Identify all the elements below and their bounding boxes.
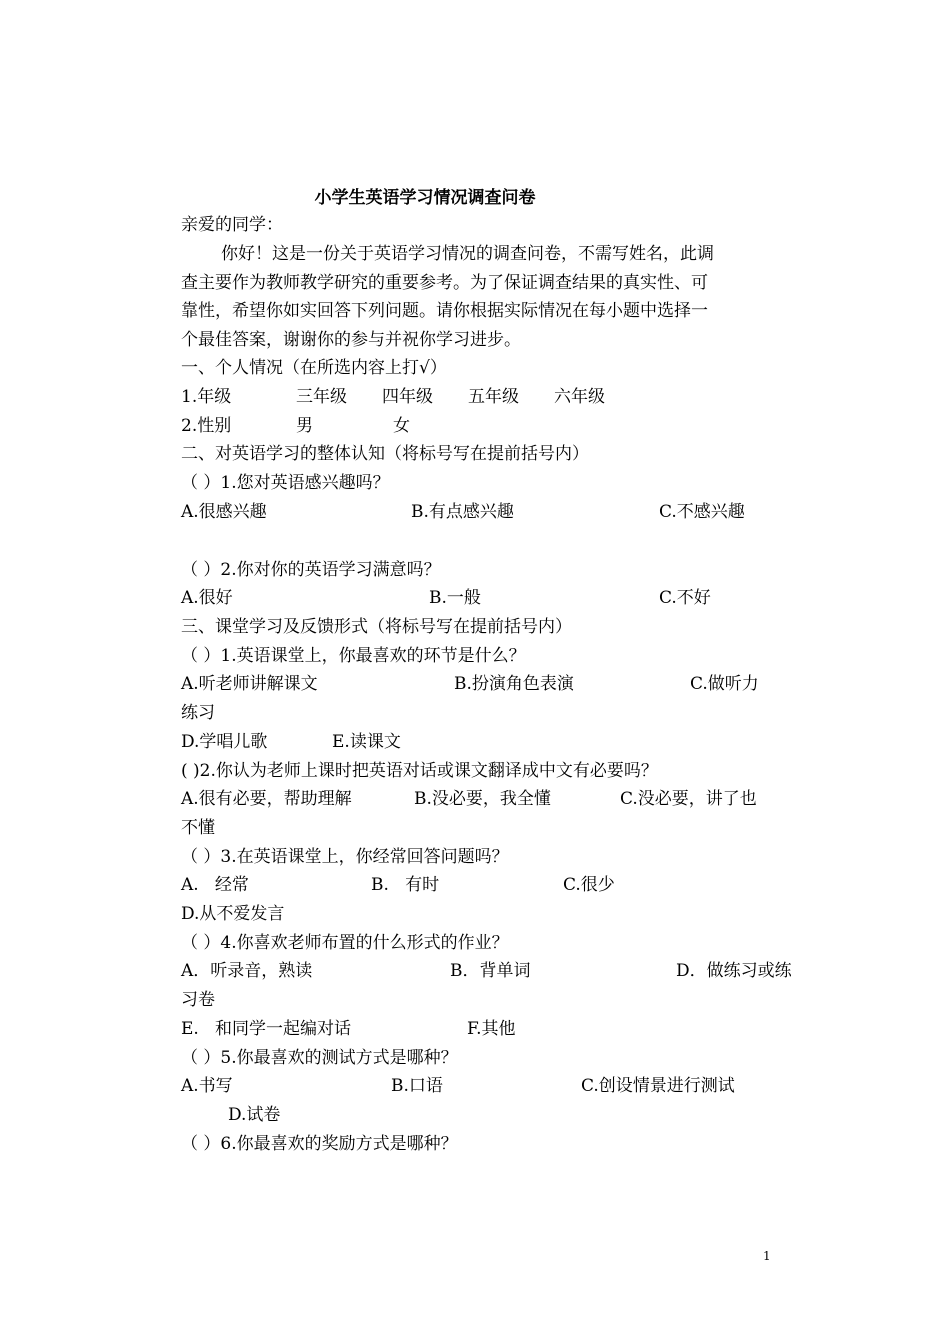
section2-heading: 二、对英语学习的整体认知（将标号写在提前括号内） bbox=[181, 444, 589, 464]
answer-option[interactable]: A. 经常 bbox=[181, 875, 249, 895]
grade-label: 1.年级 bbox=[181, 387, 232, 407]
intro-line-3: 靠性，希望你如实回答下列问题。请你根据实际情况在每小题中选择一 bbox=[181, 301, 708, 321]
page-number: 1 bbox=[763, 1249, 771, 1263]
answer-option[interactable]: C.不感兴趣 bbox=[659, 502, 745, 522]
answer-row bbox=[181, 959, 792, 983]
answer-option[interactable]: B.口语 bbox=[391, 1076, 443, 1096]
question-prompt: （ ）2.你对你的英语学习满意吗？ bbox=[181, 560, 441, 580]
answer-option[interactable]: A.很好 bbox=[181, 588, 233, 608]
answer-row bbox=[181, 672, 781, 696]
question-prompt: （ ）4.你喜欢老师布置的什么形式的作业？ bbox=[181, 933, 509, 953]
section3-heading: 三、课堂学习及反馈形式（将标号写在提前括号内） bbox=[181, 617, 572, 637]
answer-option[interactable]: E. 和同学一起编对话 bbox=[181, 1019, 352, 1039]
answer-option[interactable]: B.没必要，我全懂 bbox=[414, 789, 551, 809]
answer-wrap: 练习 bbox=[181, 703, 215, 723]
answer-row bbox=[181, 787, 781, 811]
greeting: 亲爱的同学： bbox=[181, 215, 283, 235]
grade-row bbox=[181, 385, 781, 409]
answer-row bbox=[181, 586, 781, 610]
answer-option[interactable]: A.很有必要，帮助理解 bbox=[181, 789, 352, 809]
gender-label: 2.性别 bbox=[181, 416, 232, 436]
answer-row bbox=[181, 730, 781, 754]
answer-wrap: 不懂 bbox=[181, 818, 215, 838]
intro-line-2: 查主要作为教师教学研究的重要参考。为了保证调查结果的真实性、可 bbox=[181, 273, 708, 293]
intro-line-4: 个最佳答案，谢谢你的参与并祝你学习进步。 bbox=[181, 330, 521, 350]
answer-row bbox=[181, 500, 781, 524]
answer-option[interactable]: A.听老师讲解课文 bbox=[181, 674, 318, 694]
answer-option[interactable]: B. 有时 bbox=[371, 875, 440, 895]
question-prompt: （ ）3.在英语课堂上，你经常回答问题吗？ bbox=[181, 847, 509, 867]
answer-option[interactable]: A．听录音，熟读 bbox=[181, 961, 313, 981]
gender-option[interactable]: 男 bbox=[296, 416, 313, 436]
gender-option[interactable]: 女 bbox=[393, 416, 410, 436]
question-prompt: （ ）1.英语课堂上，你最喜欢的环节是什么？ bbox=[181, 646, 526, 666]
answer-option[interactable]: B.一般 bbox=[429, 588, 481, 608]
intro-line-1: 你好！这是一份关于英语学习情况的调查问卷，不需写姓名，此调 bbox=[221, 244, 714, 264]
section1-heading: 一、个人情况（在所选内容上打√） bbox=[181, 358, 447, 378]
answer-option[interactable]: C.做听力 bbox=[690, 674, 759, 694]
answer-option[interactable]: D.从不爱发言 bbox=[181, 904, 285, 924]
grade-option[interactable]: 六年级 bbox=[554, 387, 605, 407]
answer-option[interactable]: C.很少 bbox=[563, 875, 615, 895]
answer-option[interactable]: E.读课文 bbox=[332, 732, 401, 752]
question-prompt: （ ）5.你最喜欢的测试方式是哪种？ bbox=[181, 1048, 458, 1068]
grade-option[interactable]: 四年级 bbox=[382, 387, 433, 407]
answer-option[interactable]: A.书写 bbox=[181, 1076, 233, 1096]
answer-option[interactable]: B．背单词 bbox=[450, 961, 531, 981]
question-prompt: （ ）1.您对英语感兴趣吗？ bbox=[181, 473, 390, 493]
answer-option[interactable]: A.很感兴趣 bbox=[181, 502, 267, 522]
answer-row bbox=[181, 1017, 781, 1041]
answer-option[interactable]: D．做练习或练 bbox=[676, 961, 792, 981]
answer-wrap: 习卷 bbox=[181, 990, 215, 1010]
answer-option[interactable]: C.没必要，讲了也 bbox=[620, 789, 757, 809]
grade-option[interactable]: 三年级 bbox=[296, 387, 347, 407]
answer-option[interactable]: C.创设情景进行测试 bbox=[581, 1076, 735, 1096]
answer-option[interactable]: D.试卷 bbox=[228, 1105, 281, 1125]
answer-row bbox=[181, 1074, 781, 1098]
answer-option[interactable]: B.有点感兴趣 bbox=[411, 502, 514, 522]
question-prompt: （ ）6.你最喜欢的奖励方式是哪种？ bbox=[181, 1134, 458, 1154]
answer-option[interactable]: C.不好 bbox=[659, 588, 711, 608]
answer-option[interactable]: B.扮演角色表演 bbox=[454, 674, 574, 694]
answer-option[interactable]: D.学唱儿歌 bbox=[181, 732, 268, 752]
gender-row bbox=[181, 414, 781, 438]
page-title: 小学生英语学习情况调查问卷 bbox=[314, 188, 536, 208]
grade-option[interactable]: 五年级 bbox=[468, 387, 519, 407]
question-prompt: ( )2.你认为老师上课时把英语对话或课文翻译成中文有必要吗？ bbox=[181, 761, 658, 781]
answer-row bbox=[181, 873, 781, 897]
answer-option[interactable]: F.其他 bbox=[467, 1019, 516, 1039]
